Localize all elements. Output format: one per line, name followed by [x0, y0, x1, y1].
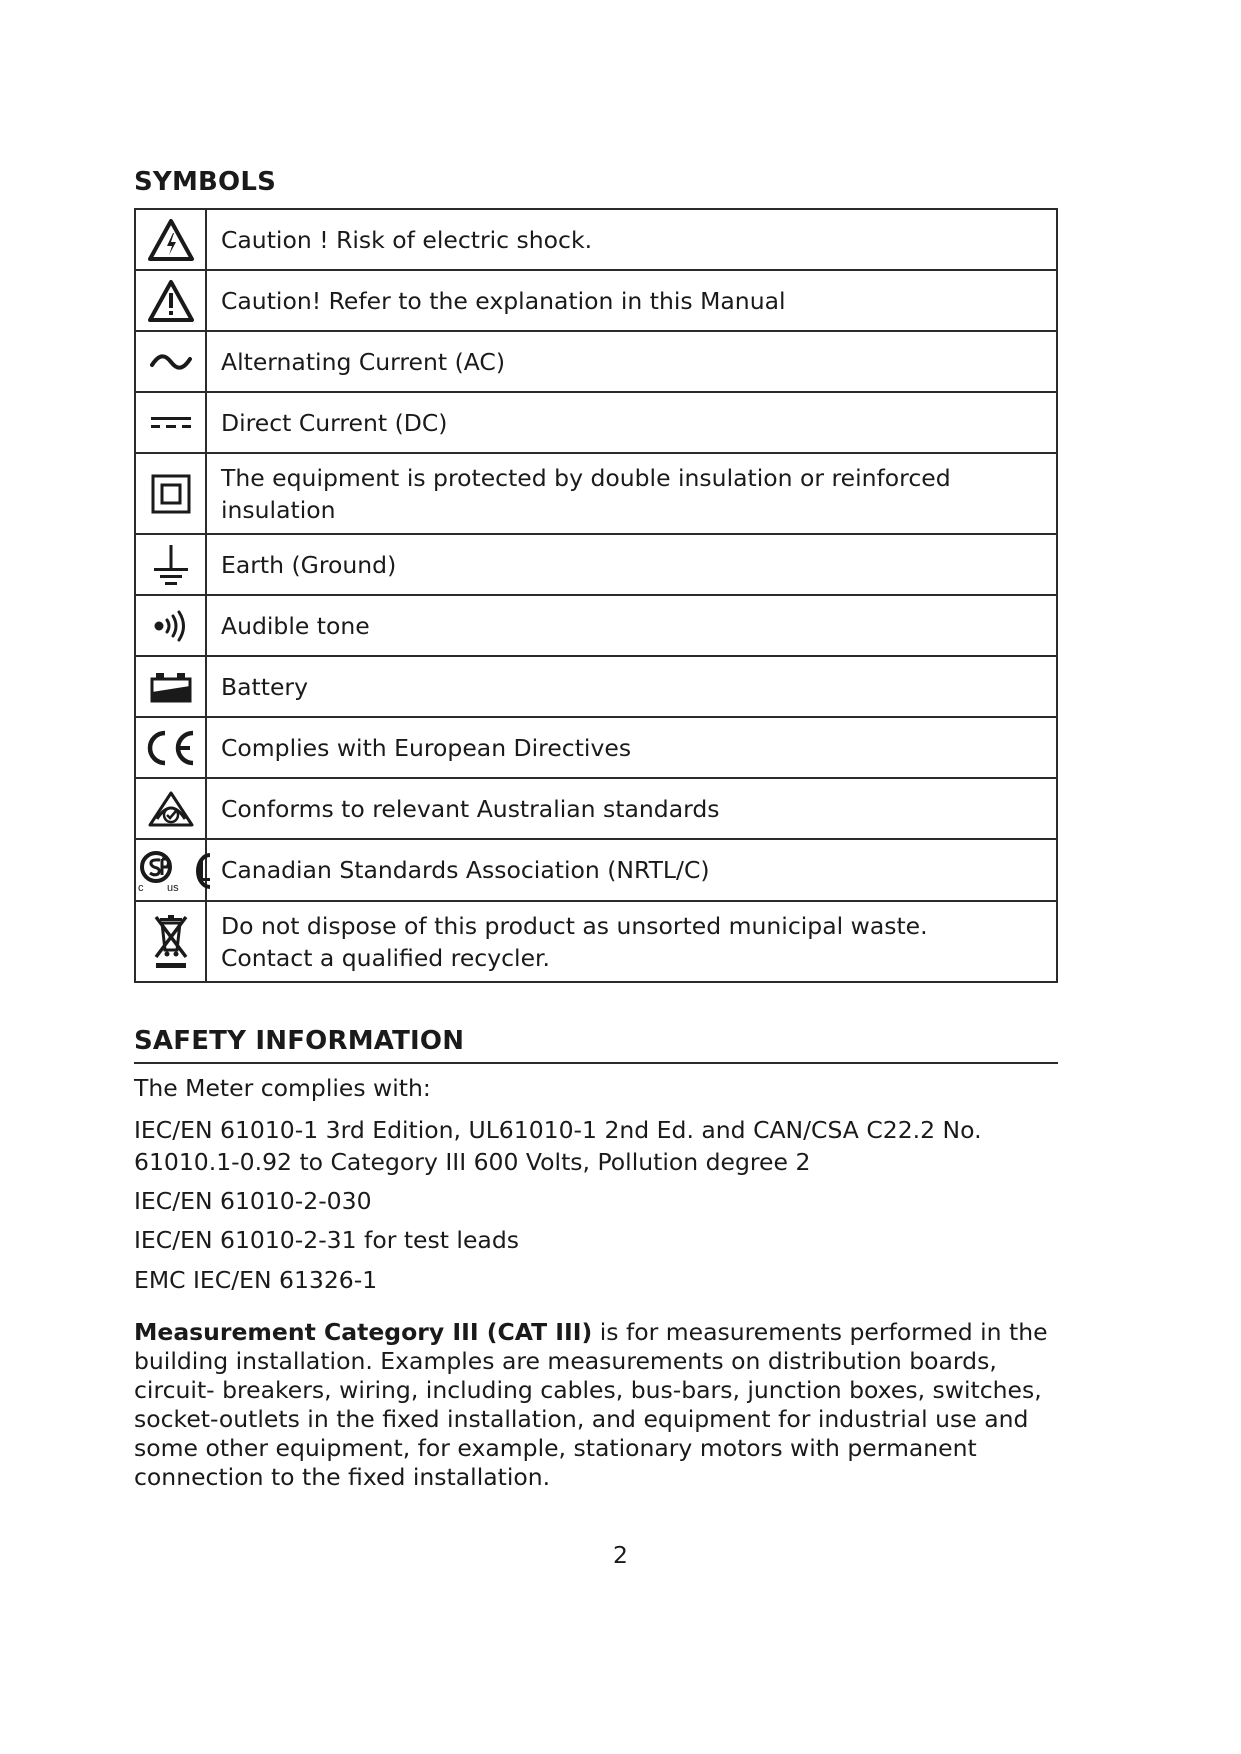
symbol-description: Direct Current (DC) [206, 392, 1057, 453]
compliance-intro: The Meter complies with: [134, 1074, 431, 1102]
table-row [135, 595, 1057, 656]
weee-crossed-bin-icon [151, 912, 191, 972]
table-row [135, 717, 1057, 778]
symbol-description: Earth (Ground) [206, 534, 1057, 595]
table-row [135, 656, 1057, 717]
symbol-description: Audible tone [206, 595, 1057, 656]
measurement-category-term: Measurement Category III (CAT III) [134, 1318, 593, 1346]
page-number: 2 [613, 1541, 628, 1569]
alternating-current-icon [149, 352, 193, 372]
direct-current-icon [149, 413, 193, 433]
svg-text:c: c [138, 882, 144, 893]
symbol-description: Complies with European Directives [206, 717, 1057, 778]
symbol-description: Alternating Current (AC) [206, 331, 1057, 392]
safety-information-heading: SAFETY INFORMATION [134, 1026, 465, 1056]
rcm-mark-icon [146, 789, 196, 829]
symbol-description-line2: Contact a qualified recycler. [221, 943, 550, 972]
table-row [135, 778, 1057, 839]
symbol-description: Caution! Refer to the explanation in this Manual [206, 270, 1057, 331]
symbol-description: Conforms to relevant Australian standards [206, 778, 1057, 839]
double-insulation-icon [150, 473, 192, 515]
symbols-heading: SYMBOLS [134, 167, 277, 197]
svg-text:us: us [167, 882, 179, 893]
symbol-description: Caution ! Risk of electric shock. [206, 209, 1057, 270]
table-row [135, 901, 1057, 982]
caution-warning-icon [146, 278, 196, 324]
audible-tone-icon [151, 609, 191, 643]
symbols-table [134, 208, 1058, 983]
table-row [135, 392, 1057, 453]
table-row [135, 534, 1057, 595]
measurement-category-paragraph [134, 1318, 1058, 1492]
symbol-description: The equipment is protected by double insulation or reinforced insulation [221, 463, 951, 524]
earth-ground-icon [151, 543, 191, 587]
symbol-description: Battery [206, 656, 1057, 717]
symbol-description: Do not dispose of this product as unsorted municipal waste. [221, 911, 928, 940]
table-row [135, 453, 1057, 534]
compliance-standard: EMC IEC/EN 61326-1 [134, 1266, 378, 1294]
heading-divider [134, 1062, 1058, 1064]
ce-mark-icon [143, 727, 199, 769]
compliance-standard-line: 61010.1-0.92 to Category III 600 Volts, Pollution degree 2 [134, 1148, 811, 1176]
compliance-standard-line: IEC/EN 61010-1 3rd Edition, UL61010-1 2nd Ed. and CAN/CSA C22.2 No. [134, 1116, 982, 1144]
symbol-description: Canadian Standards Association (NRTL/C) [206, 839, 1057, 901]
compliance-standard: IEC/EN 61010-2-31 for test leads [134, 1226, 519, 1254]
table-row [135, 270, 1057, 331]
measurement-category-description: is for measurements performed in the building installation. Examples are measurements on distribution boards, circuit- breakers, wiring, including cables, bus-bars, junction boxes, switches, socket-outlets in the fixed installation, and equipment for industrial use and some other equipment, for example, stationary motors with permanent connection to the fixed installation. [134, 1318, 1048, 1491]
table-row [135, 839, 1057, 901]
battery-icon [149, 670, 193, 704]
table-row [135, 209, 1057, 270]
compliance-standard: IEC/EN 61010-2-030 [134, 1187, 372, 1215]
electric-shock-warning-icon [146, 217, 196, 263]
table-row [135, 331, 1057, 392]
